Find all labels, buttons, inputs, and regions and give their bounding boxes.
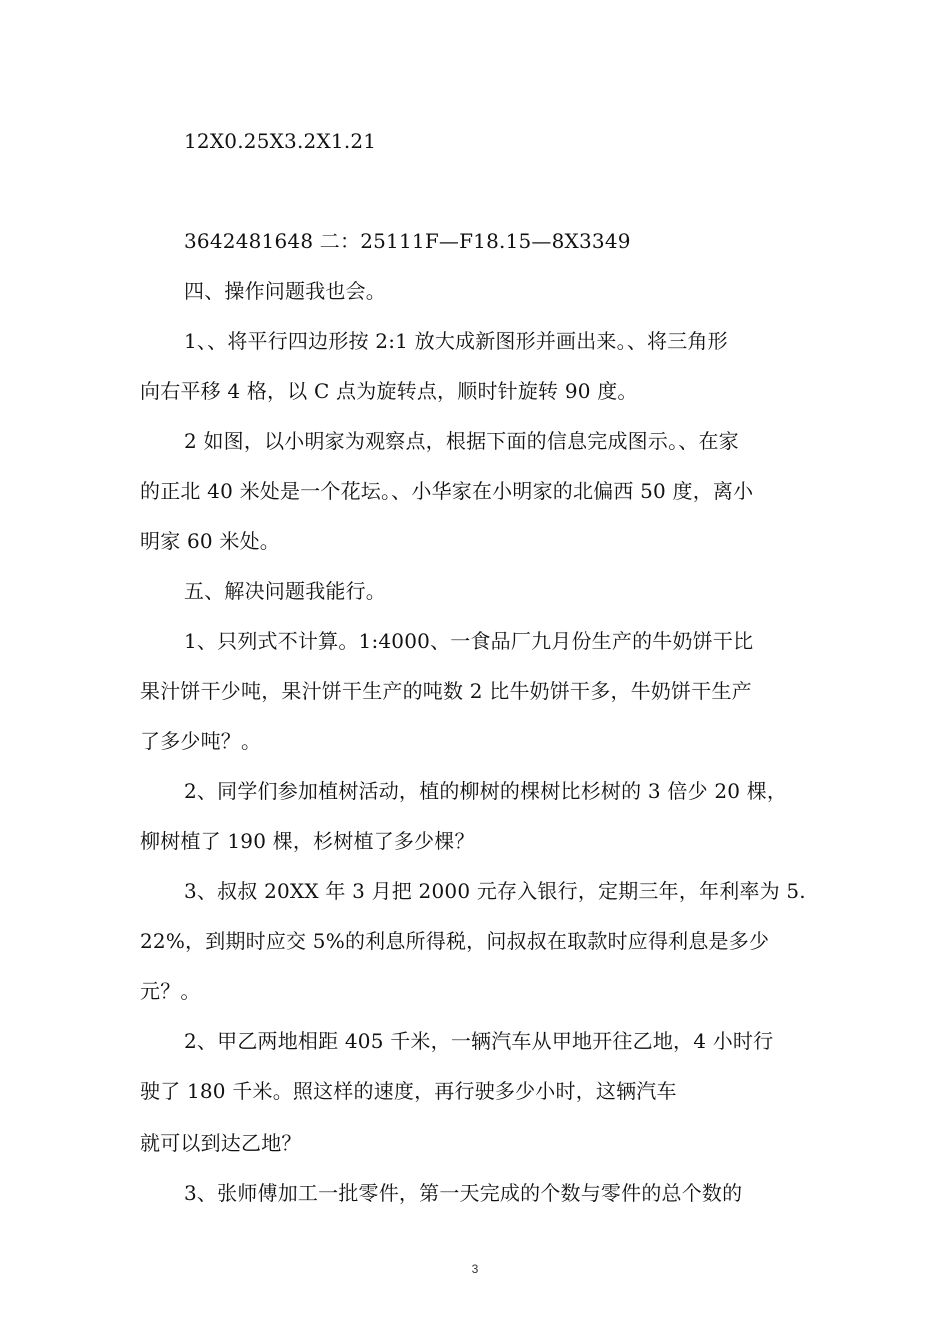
text-line-15: 3、叔叔 20XX 年 3 月把 2000 元存入银行，定期三年，年利率为 5. [184,879,806,903]
text-line-10: 1、只列式不计算。1:4000、一食品厂九月份生产的牛奶饼干比 [184,629,754,653]
text-line-21: 3、张师傅加工一批零件，第一天完成的个数与零件的总个数的 [184,1181,743,1205]
text-line-1: 12X0.25X3.2X1.21 [184,129,377,153]
text-line-5: 向右平移 4 格，以 C 点为旋转点，顺时针旋转 90 度。 [140,379,638,403]
text-line-7: 的正北 40 米处是一个花坛。、小华家在小明家的北偏西 50 度，离小 [140,479,754,503]
text-line-6: 2 如图，以小明家为观察点，根据下面的信息完成图示。、在家 [184,429,739,453]
text-line-12: 了多少吨？。 [140,729,262,753]
text-line-16: 22%，到期时应交 5%的利息所得税，问叔叔在取款时应得利息是多少 [140,929,770,953]
text-line-11: 果汁饼干少吨，果汁饼干生产的吨数 2 比牛奶饼干多，牛奶饼干生产 [140,679,752,703]
text-line-2: 3642481648 二：25111F—F18.15—8X3349 [184,229,631,253]
text-line-19: 驶了 180 千米。照这样的速度，再行驶多少小时，这辆汽车 [140,1079,677,1103]
text-line-8: 明家 60 米处。 [140,529,280,553]
text-line-14: 柳树植了 190 棵，杉树植了多少棵？ [140,829,475,853]
section-heading-4: 四、操作问题我也会。 [184,279,386,303]
section-heading-5: 五、解决问题我能行。 [184,579,386,603]
text-line-4: 1、、将平行四边形按 2:1 放大成新图形并画出来。、将三角形 [184,329,728,353]
text-line-13: 2、同学们参加植树活动，植的柳树的棵树比杉树的 3 倍少 20 棵， [184,779,788,803]
page-number: 3 [471,1262,479,1276]
text-line-18: 2、甲乙两地相距 405 千米，一辆汽车从甲地开往乙地，4 小时行 [184,1029,774,1053]
text-line-20: 就可以到达乙地？ [140,1131,302,1155]
text-line-17: 元？。 [140,979,201,1003]
